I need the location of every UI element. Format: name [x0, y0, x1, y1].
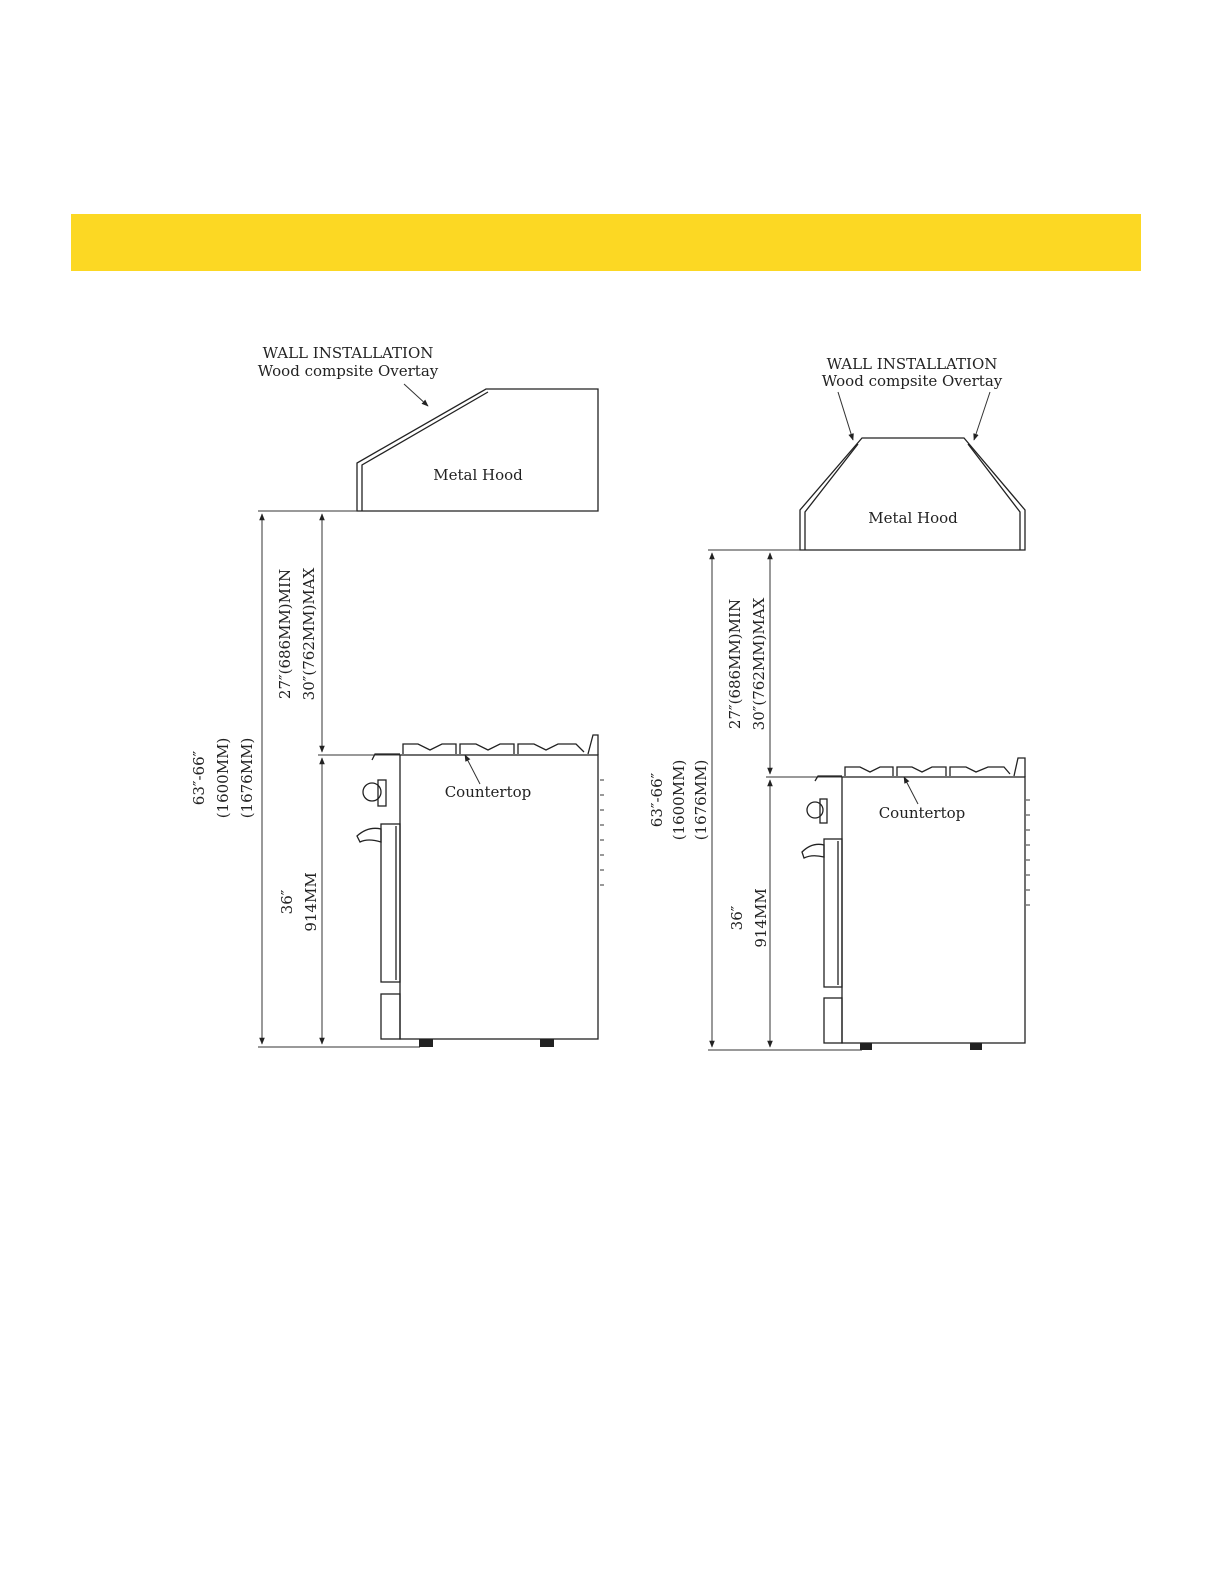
right-clearance-max: 30″(762MM)MAX	[750, 597, 768, 731]
left-clearance-max: 30″(762MM)MAX	[300, 567, 318, 701]
right-hood-overlay-line-left	[805, 444, 858, 550]
left-countertop-arrow	[465, 755, 480, 784]
right-total-inches: 63″-66″	[648, 772, 666, 828]
right-total-mm-2: (1676MM)	[692, 759, 710, 841]
left-metal-hood	[357, 389, 598, 511]
left-total-mm-2: (1676MM)	[238, 737, 256, 819]
right-overlay-arrow-left	[838, 392, 853, 440]
left-overlay-label: Wood compsite Overtay	[257, 362, 439, 380]
right-range-side-view	[802, 758, 1030, 1050]
right-height-inches: 36″	[728, 905, 746, 931]
right-hood-overlay-line-right	[968, 444, 1020, 550]
left-height-inches: 36″	[278, 889, 296, 915]
right-clearance-min: 27″(686MM)MIN	[726, 598, 744, 730]
right-countertop-label: Countertop	[878, 804, 966, 822]
right-installation-figure	[648, 355, 1030, 1050]
right-hood-label: Metal Hood	[868, 509, 958, 527]
left-installation-figure	[190, 344, 604, 1047]
left-clearance-min: 27″(686MM)MIN	[276, 568, 294, 700]
left-wall-installation-label: WALL INSTALLATION	[262, 344, 434, 362]
right-countertop-arrow	[904, 777, 918, 804]
left-overlay-arrow	[404, 384, 428, 406]
left-hood-overlay-line	[362, 392, 488, 511]
left-total-inches: 63″-66″	[190, 750, 208, 806]
left-hood-label: Metal Hood	[433, 466, 523, 484]
right-overlay-arrow-right	[974, 392, 990, 440]
right-overlay-label: Wood compsite Overtay	[821, 372, 1003, 390]
right-total-mm-1: (1600MM)	[670, 759, 688, 841]
left-total-mm-1: (1600MM)	[214, 737, 232, 819]
right-metal-hood	[800, 438, 1025, 550]
right-height-mm: 914MM	[752, 888, 770, 948]
left-height-mm: 914MM	[302, 872, 320, 932]
left-countertop-label: Countertop	[444, 783, 532, 801]
right-wall-installation-label: WALL INSTALLATION	[826, 355, 998, 373]
left-range-side-view	[357, 735, 604, 1047]
